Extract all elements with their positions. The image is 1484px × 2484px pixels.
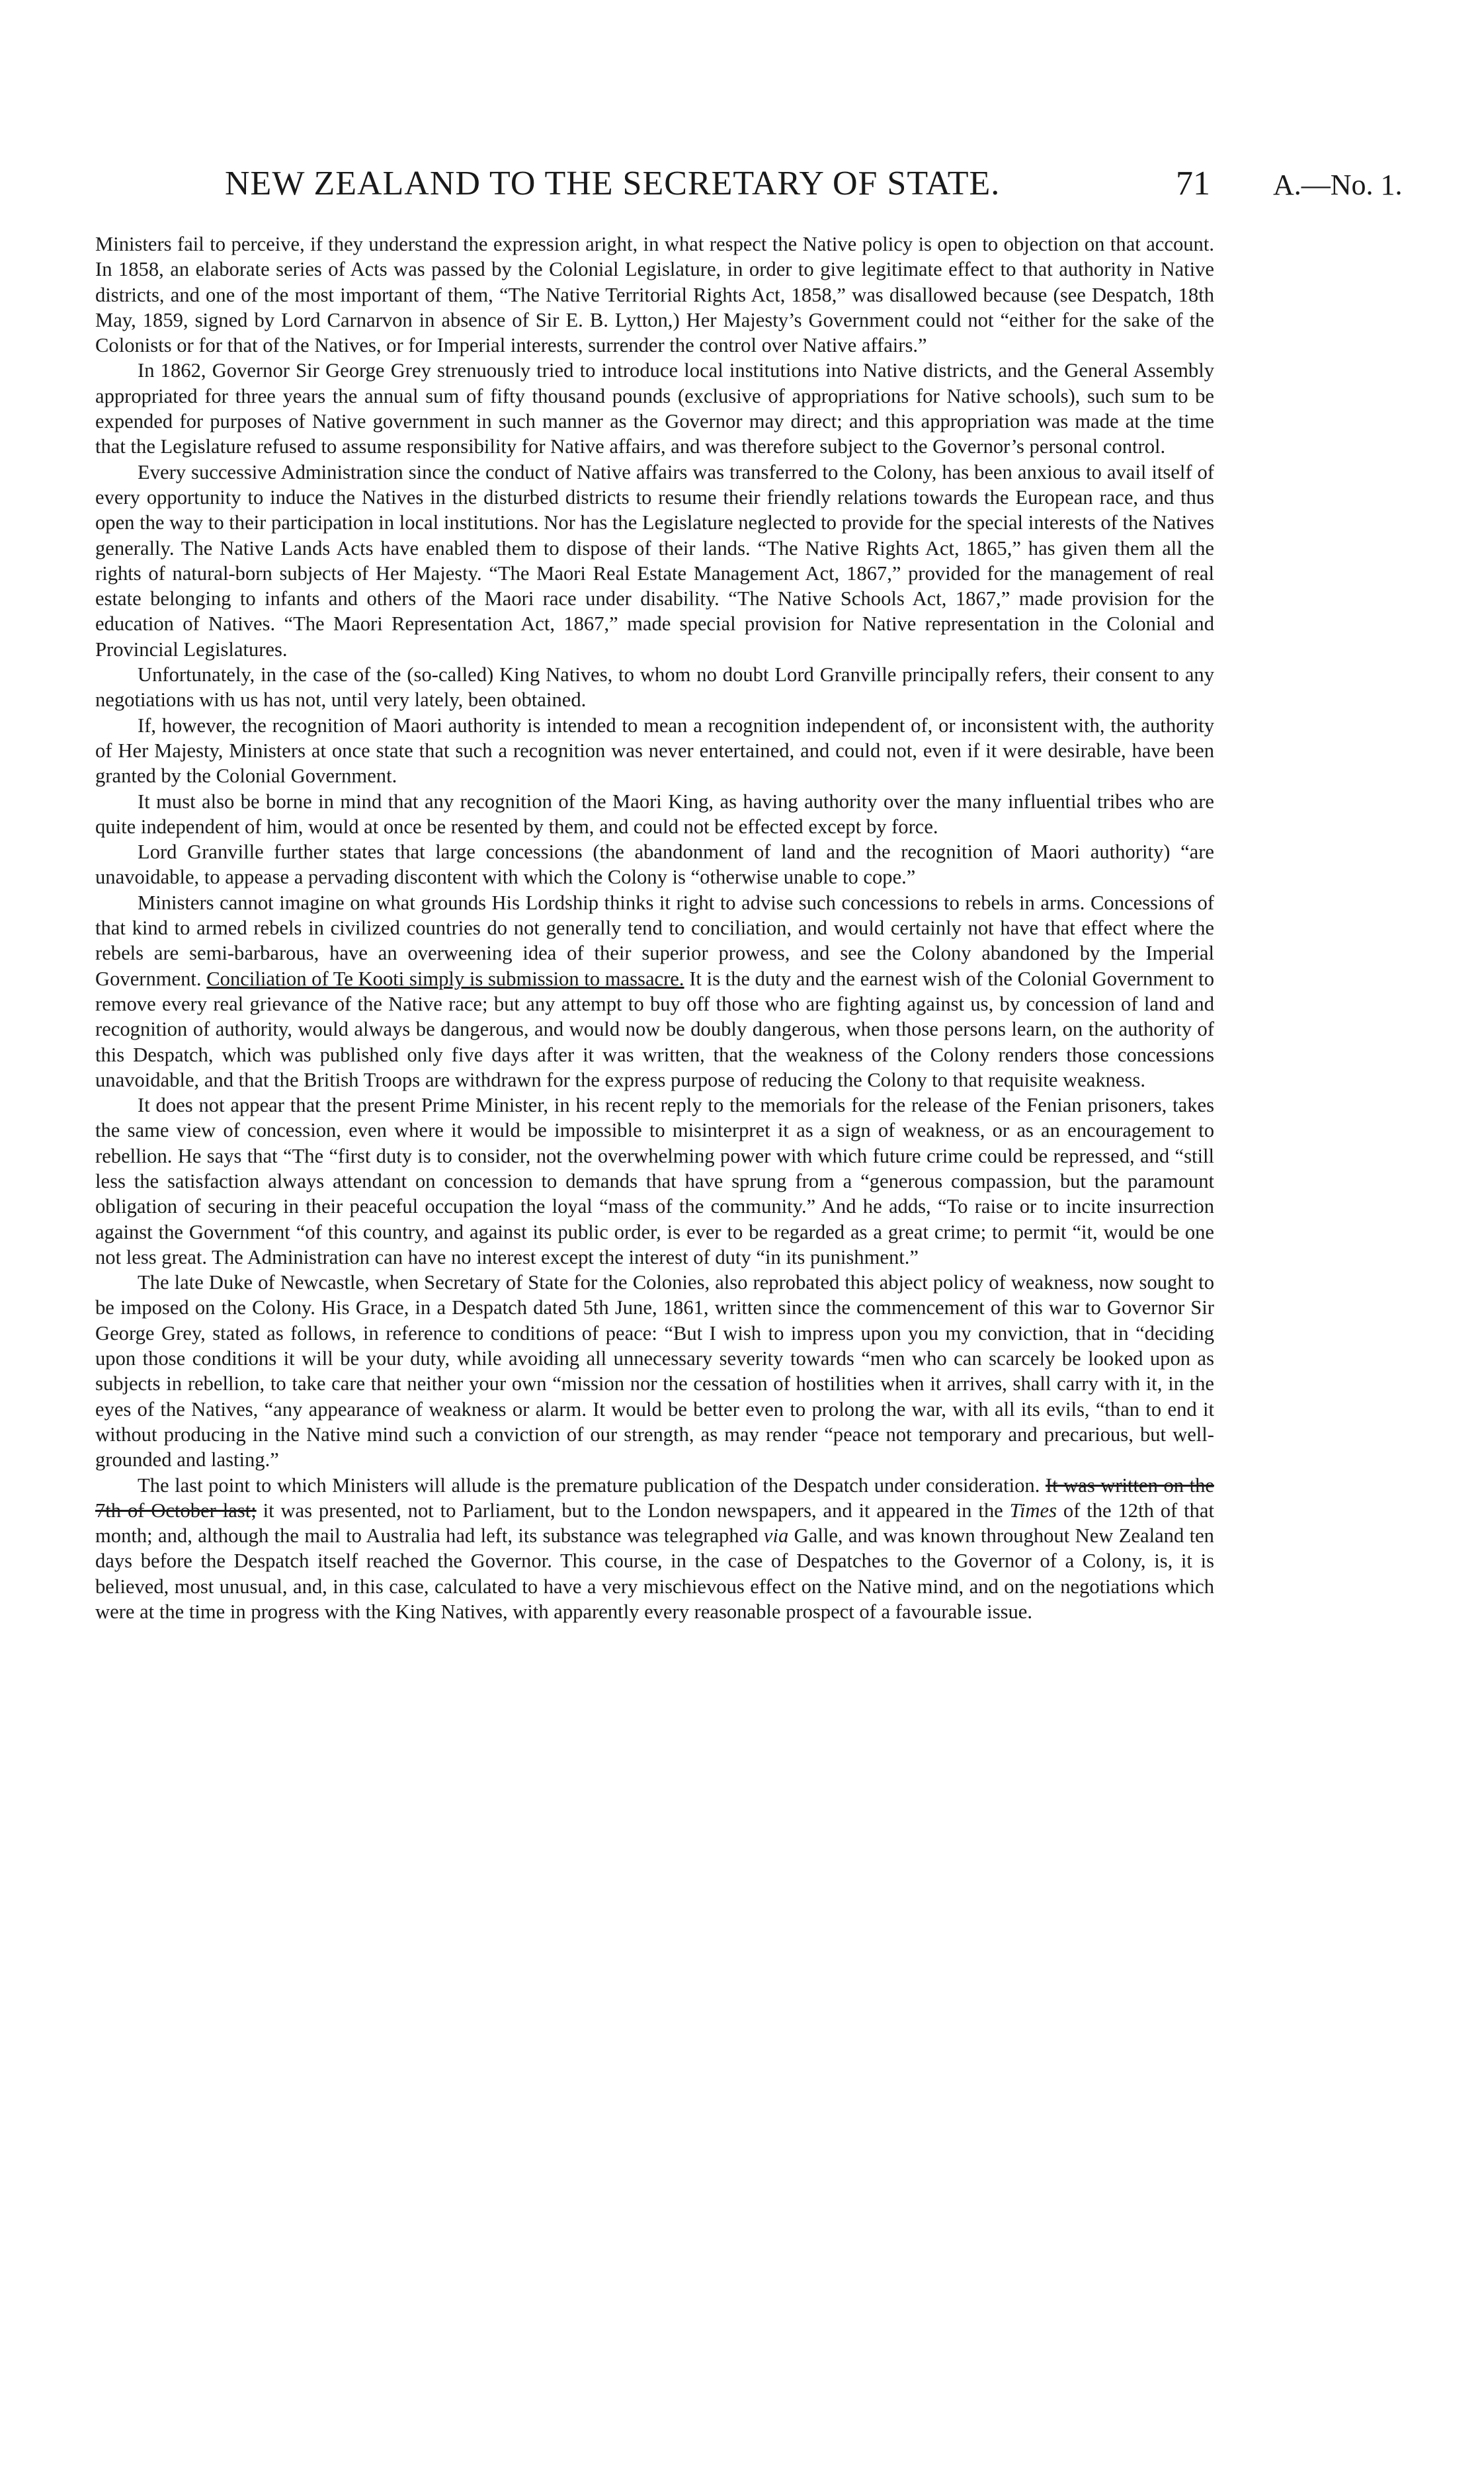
annotated-te-kooti-sentence: Conciliation of Te Kooti simply is submission to massacre. (206, 967, 684, 990)
paragraph-king-natives: Unfortunately, in the case of the (so-called) King Natives, to whom no doubt Lord Granville principally refers, their consent to any negotiations with us has not, until very lately, been obtained. (95, 663, 1214, 712)
paragraph-prime-minister: It does not appear that the present Prime Minister, in his recent reply to the memorials for the release of the Fenian prisoners, takes the same view of concession, even where it would be impossible to misinterpret it as a sign of weakness, or as an encouragement to rebellion. He says that “The “first duty is to consider, not the overwhelming power with which future crime could be repressed, and “still less the satisfaction always attendant on concession to demands that have sprung from a “generous compassion, but the paramount obligation of securing in their peaceful occupation the loyal “mass of the community.” And he adds, “To raise or to incite insurrection against the Government “of this country, and against its public order, is ever to be regarded as a great crime; to permit “it, would be one not less great. The Administration can have no interest except the interest of duty “in its punishment.” (95, 1094, 1214, 1268)
running-title: NEW ZEALAND TO THE SECRETARY OF STATE. (225, 165, 1001, 202)
publication-text-4: Galle, and was known throughout New Zealand ten days before the Despatch itself reached the Governor. This course, in the case of Despatches to the Governor of a Colony, is, it is believed, most unusual, and, in this case, calculated to have a very mischievous effect on the Native mind, and on the negotiations which were at the time in progress with the King Natives, with apparently every reasonable prospect of a favourable issue. (95, 1524, 1214, 1624)
paragraph-grey-1862: In 1862, Governor Sir George Grey strenuously tried to introduce local institutions into Native districts, and the General Assembly appropriated for three years the annual sum of fifty thousand pounds (exclusive of appropriations for Native schools), such sum to be expended for purposes of Native government in such manner as the Governor may direct; and this appropriation was made at the time that the Legislature refused to assume responsibility for Native affairs, and was therefore subject to the Governor’s personal control. (95, 359, 1214, 458)
paragraph-maori-authority: If, however, the recognition of Maori authority is intended to mean a recognition independent of, or inconsistent with, the authority of Her Majesty, Ministers at once state that such a recognition was never entertained, and could not, even if it were desirable, have been granted by the Colonial Government. (95, 714, 1214, 788)
publication-text-1: The last point to which Ministers will allude is the premature publication of the Despatch under consideration. (138, 1473, 1040, 1497)
page-number: 71 (1176, 165, 1210, 202)
struck-date-phrase: It was written on the 7th of October last; (95, 1473, 1214, 1522)
concessions-text: Ministers cannot imagine on what grounds His Lordship thinks it right to advise such concessions to rebels in arms. Concessions of that kind to armed rebels in civilized countries do not generally tend to conciliation, and would certainly not have that effect where the rebels are semi-barbarous, have an overweening idea of their superior prowess, and see the Colony abandoned by the Imperial Government. (95, 891, 1214, 990)
paragraph-large-concessions: Lord Granville further states that large concessions (the abandonment of land and the recognition of Maori authority) “are unavoidable, to appease a pervading discontent with which the Colony is “otherwise unable to cope.” (95, 841, 1214, 889)
document-reference: A.—No. 1. (1273, 169, 1403, 201)
paragraph-concessions-to-rebels (95, 890, 1214, 1093)
body-text (95, 231, 1214, 1624)
paragraph-maori-king: It must also be borne in mind that any recognition of the Maori King, as having authority over the many influential tribes who are quite independent of him, would at once be resented by them, and could not be effected except by force. (95, 790, 1214, 838)
paragraph-native-policy: Ministers fail to perceive, if they understand the expression aright, in what respect the Native policy is open to objection on that account. In 1858, an elaborate series of Acts was passed by the Colonial Legislature, in order to give legitimate effect to that authority in Native districts, and one of the most important of them, “The Native Territorial Rights Act, 1858,” was disallowed because (see Despatch, 18th May, 1859, signed by Lord Carnarvon in absence of Sir E. B. Lytton,) Her Majesty’s Government could not “either for the sake of the Colonists or for that of the Natives, or for Imperial interests, surrender the control over Native affairs.” (95, 233, 1214, 357)
paragraph-premature-publication (95, 1473, 1214, 1625)
paragraph-successive-administrations: Every successive Administration since the conduct of Native affairs was transferred to the Colony, has been anxious to avail itself of every opportunity to induce the Natives in the disturbed districts to resume their friendly relations towards the European race, and thus open the way to their participation in local institutions. Nor has the Legislature neglected to provide for the special interests of the Natives generally. The Native Lands Acts have enabled them to dispose of their lands. “The Native Rights Act, 1865,” has given them all the rights of natural-born subjects of Her Majesty. “The Maori Real Estate Management Act, 1867,” provided for the management of real estate belonging to infants and others of the Maori race under disability. “The Native Schools Act, 1867,” made provision for the education of Natives. “The Maori Representation Act, 1867,” made special provision for Native representation in the Colonial and Provincial Legislatures. (95, 460, 1214, 661)
page-header (0, 164, 1484, 212)
publication-text-3: of the 12th of that month; and, although the mail to Australia had left, its substance was telegraphed (95, 1499, 1214, 1548)
paragraph-duke-of-newcastle: The late Duke of Newcastle, when Secretary of State for the Colonies, also reprobated this abject policy of weakness, now sought to be imposed on the Colony. His Grace, in a Despatch dated 5th June, 1861, written since the commencement of this war to Governor Sir George Grey, stated as follows, in reference to conditions of peace: “But I wish to impress upon you my conviction, that in “deciding upon those conditions it will be your duty, while avoiding all unnecessary severity towards “men who can scarcely be looked upon as subjects in rebellion, to take care that neither your own “mission nor the cessation of hostilities when it arrives, shall carry with it, in the eyes of the Natives, “any appearance of weakness or alarm. It would be better even to prolong the war, with all its evils, “than to end it without producing in the Native mind such a conviction of our strength, as may render “peace not temporary and precarious, but well-grounded and lasting.” (95, 1271, 1214, 1471)
publication-text-2: it was presented, not to Parliament, but to the London newspapers, and it appeared in the (263, 1499, 1003, 1522)
via-italic: via (763, 1524, 789, 1548)
colonial-duty-text: It is the duty and the earnest wish of the Colonial Government to remove every real grievance of the Native race; but any attempt to buy off those who are fighting against us, by concession of land and recognition of authority, would always be dangerous, and would now be doubly dangerous, when those persons learn, on the authority of this Despatch, which was published only five days after it was written, that the weakness of the Colony renders those concessions unavoidable, and that the British Troops are withdrawn for the express purpose of reducing the Colony to that requisite weakness. (95, 967, 1214, 1091)
times-newspaper-title: Times (1009, 1499, 1057, 1522)
